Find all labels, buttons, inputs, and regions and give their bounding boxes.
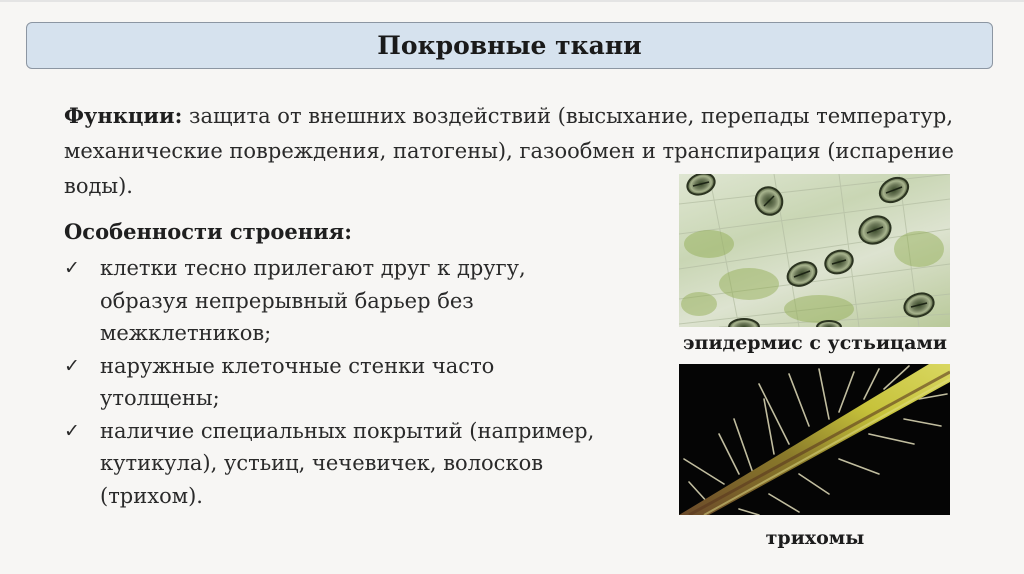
epidermis-illustration bbox=[679, 174, 950, 327]
trichomes-illustration bbox=[679, 364, 950, 515]
check-icon: ✓ bbox=[64, 419, 80, 442]
list-item-text: наружные клеточные стенки часто утолщены; bbox=[100, 353, 495, 410]
features-list bbox=[62, 252, 602, 512]
slide-title: Покровные ткани bbox=[377, 31, 642, 60]
title-bar bbox=[26, 22, 993, 69]
check-icon: ✓ bbox=[64, 257, 80, 279]
functions-label: Функции: bbox=[64, 103, 183, 128]
list-item bbox=[62, 350, 602, 415]
list-item bbox=[62, 415, 602, 513]
list-item-text: наличие специальных покрытий (например, кутикула), устьиц, чечевичек, волосков (трихом). bbox=[100, 418, 595, 508]
functions-text: защита от внешних воздействий (высыхание, перепады температур, механические повреждения, патогены), газообмен и транспирация (испарение воды). bbox=[64, 104, 954, 198]
list-item bbox=[62, 252, 602, 350]
trichomes-image bbox=[679, 364, 950, 515]
check-icon: ✓ bbox=[64, 354, 80, 377]
epidermis-caption: эпидермис с устьицами bbox=[682, 332, 947, 354]
trichomes-caption: трихомы bbox=[765, 527, 865, 549]
list-item-text: клетки тесно прилегают друг к другу, образуя непрерывный барьер без межклетников; bbox=[100, 256, 526, 345]
features-title: Особенности строения: bbox=[64, 219, 352, 244]
epidermis-image bbox=[679, 174, 950, 327]
